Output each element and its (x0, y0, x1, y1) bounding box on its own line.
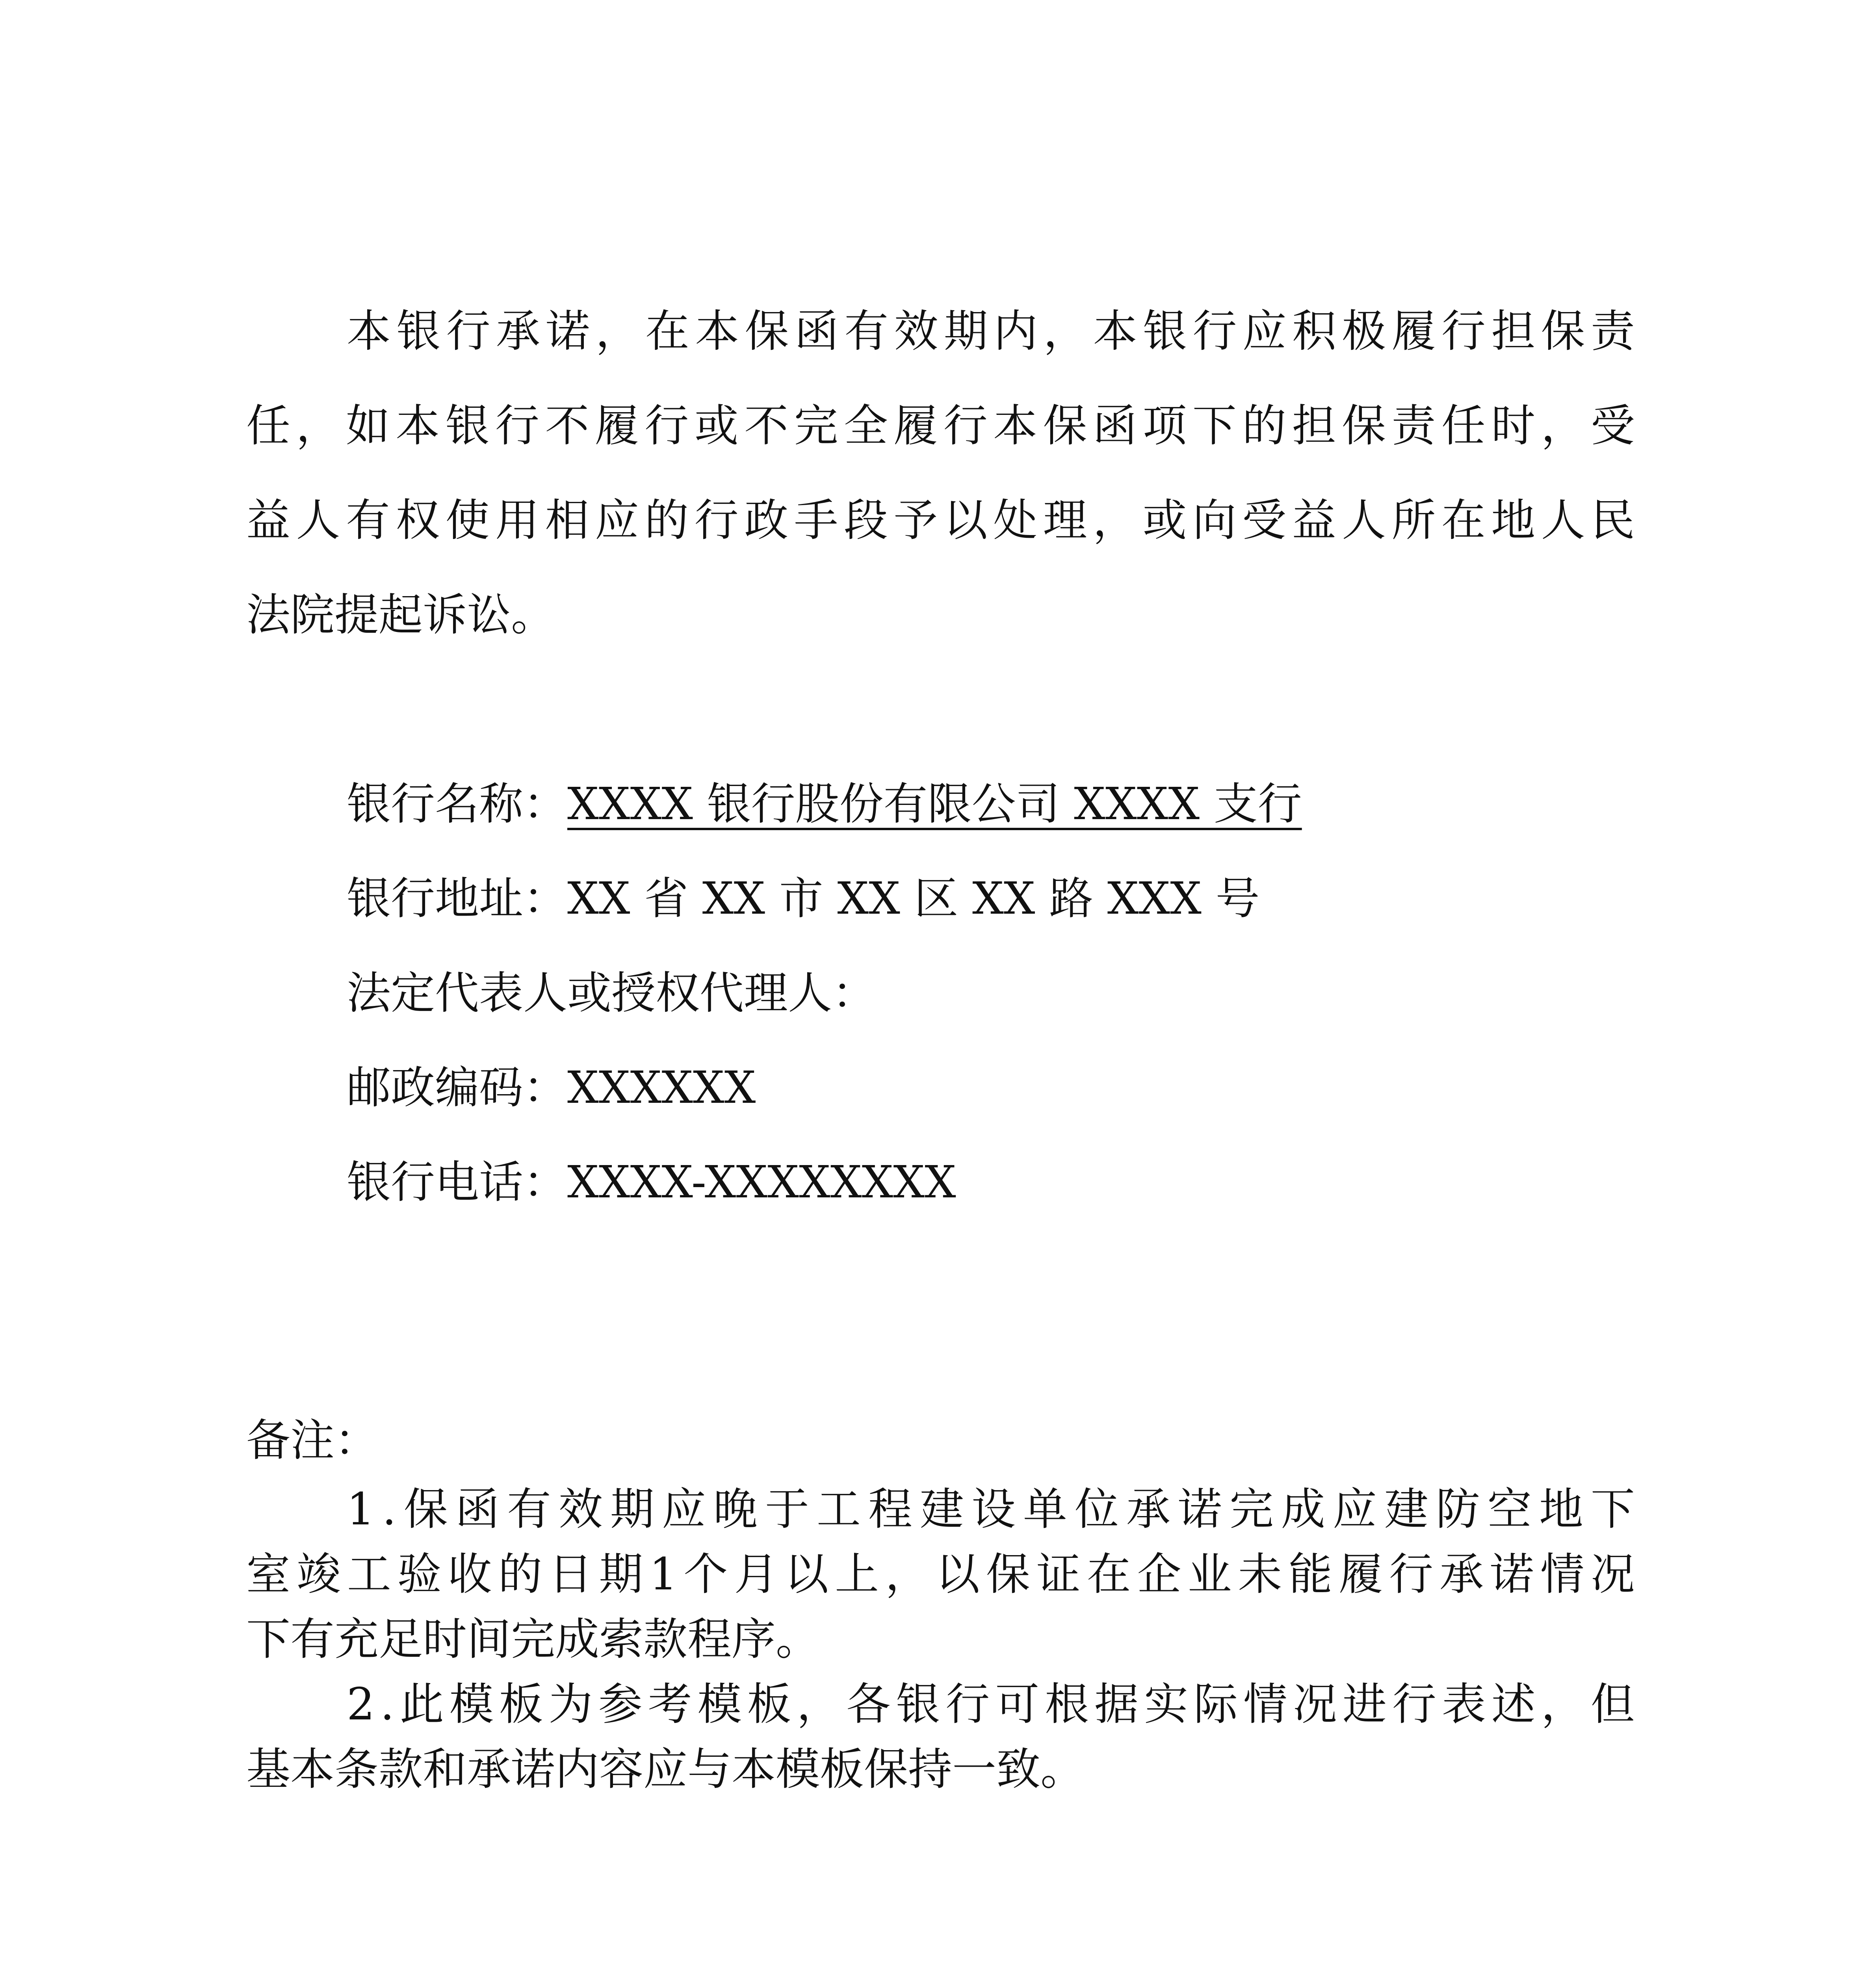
note-2-line-1: 2 . 此 模 板 为 参 考 模 板 ， 各 银 行 可 根 据 实 际 情 况 进 行 表 述 ， 但 (347, 1679, 1635, 1730)
bank-phone: 银行电话：XXXX-XXXXXXXX (347, 1157, 956, 1208)
bank-name-value: XXXX 银行股份有限公司 XXXX 支行 (567, 779, 1302, 830)
commitment-line-4: 法院提起诉讼。 (246, 589, 555, 641)
notes-heading: 备注： (246, 1415, 379, 1466)
bank-address: 银行地址：XX 省 XX 市 XX 区 XX 路 XXX 号 (347, 873, 1260, 924)
note-1-line-1: 1 . 保 函 有 效 期 应 晚 于 工 程 建 设 单 位 承 诺 完 成 应 建 防 空 地 下 (347, 1484, 1635, 1535)
commitment-line-3: 益 人 有 权 使 用 相 应 的 行 政 手 段 予 以 处 理 ， 或 向 受 益 人 所 在 地 人 民 (246, 495, 1635, 546)
bank-representative: 法定代表人或授权代理人： (347, 968, 876, 1019)
bank-name-row (347, 779, 1302, 830)
bank-postal-code: 邮政编码：XXXXXX (347, 1062, 756, 1113)
note-1-line-3: 下有充足时间完成索款程序。 (246, 1614, 820, 1665)
commitment-line-2: 任 ， 如 本 银 行 不 履 行 或 不 完 全 履 行 本 保 函 项 下 的 担 保 责 任 时 ， 受 (246, 400, 1635, 452)
note-1-line-2: 室 竣 工 验 收 的 日 期 1 个 月 以 上 ， 以 保 证 在 企 业 未 能 履 行 承 诺 情 况 (246, 1549, 1635, 1600)
commitment-line-1: 本 银 行 承 诺 ， 在 本 保 函 有 效 期 内 ， 本 银 行 应 积 极 履 行 担 保 责 (347, 306, 1635, 357)
bank-name-label: 银行名称： (347, 779, 567, 830)
note-2-line-2: 基本条款和承诺内容应与本模板保持一致。 (246, 1744, 1085, 1795)
